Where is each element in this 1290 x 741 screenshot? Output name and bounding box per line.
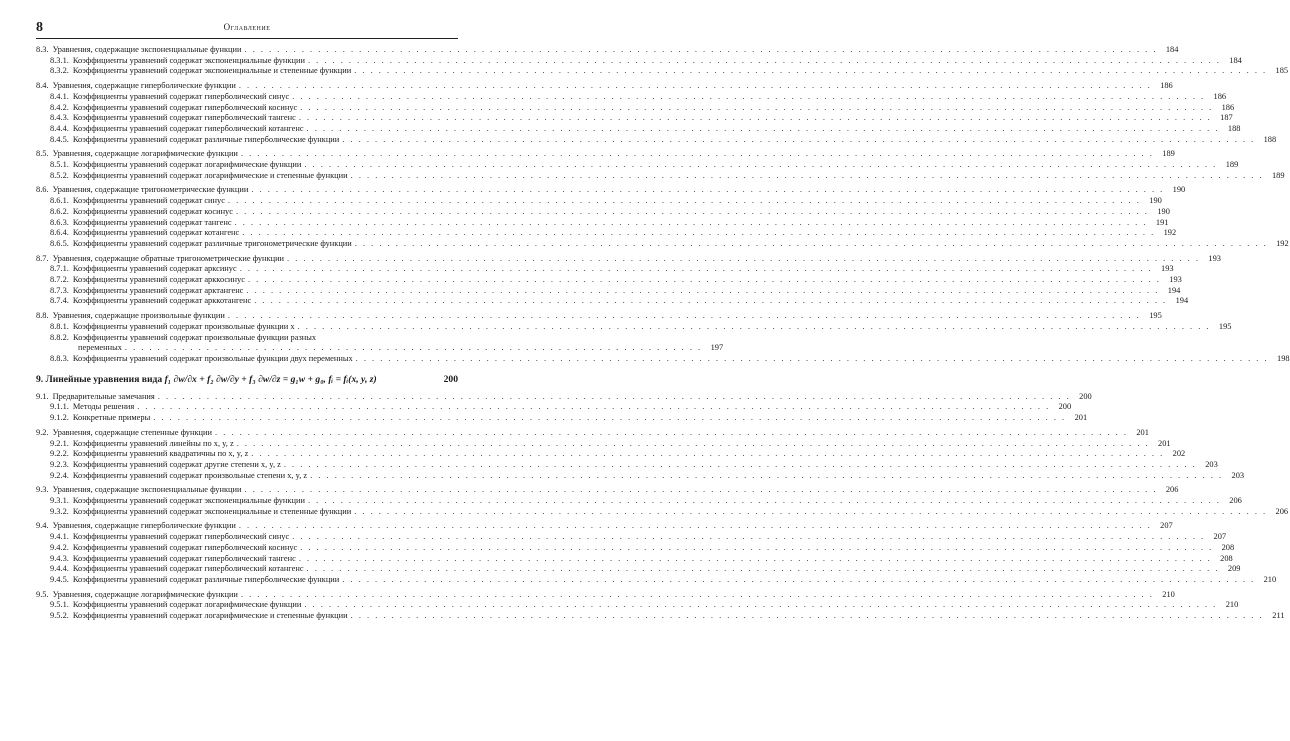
toc-entry-text: Коэффициенты уравнений содержат синус [72, 196, 225, 206]
toc-subsection-entry[interactable] [36, 238, 1289, 250]
toc-entry-text: Коэффициенты уравнений содержат произвольные функции x [72, 321, 295, 331]
toc-entry-number: 9.2.4. [50, 470, 69, 480]
leader-dots [239, 521, 1152, 532]
toc-entry-number: 8.5.2. [50, 170, 69, 180]
toc-section-entry[interactable] [36, 391, 1092, 403]
toc-entry-wrapped[interactable] [36, 332, 724, 354]
leader-dots [245, 45, 1158, 56]
toc-entry-text: Коэффициенты уравнений содержат экспоненциальные и степенные функции [72, 66, 352, 76]
toc-entry-text: Коэффициенты уравнений содержат экспоненциальные функции [72, 55, 305, 65]
toc-entry-number: 9.4.4. [50, 564, 69, 574]
toc-subsection-entry[interactable] [36, 134, 1277, 146]
toc-subsection-entry[interactable] [36, 228, 1177, 239]
leader-dots [307, 564, 1220, 575]
toc-entry-text: Коэффициенты уравнений содержат косинус [72, 206, 233, 216]
toc-entry-text: Коэффициенты уравнений содержат арккосинус [72, 275, 245, 285]
toc-entry-text: Коэффициенты уравнений содержат логарифмические функции [72, 160, 302, 170]
toc-entry-number: 8.8.2. [50, 332, 69, 342]
toc-entry-text: Коэффициенты уравнений содержат логарифмические и степенные функции [72, 170, 348, 180]
toc-entry-page: 200 [1079, 391, 1092, 401]
toc-entry-text: Коэффициенты уравнений содержат различные гиперболические функции [72, 574, 340, 584]
toc-entry-number: 8.7.3. [50, 285, 69, 295]
toc-entry-text: Коэффициенты уравнений содержат логарифмические функции [72, 600, 302, 610]
leader-dots [354, 66, 1267, 77]
toc-entry-page: 198 [1277, 353, 1290, 363]
leader-dots [235, 218, 1148, 229]
toc-entry-number: 8.4.3. [50, 113, 69, 123]
toc-entry-number: 8.3.1. [50, 55, 69, 65]
leader-dots [351, 171, 1264, 182]
toc-subsection-entry[interactable] [36, 206, 1170, 218]
toc-entry-number: 8.3.2. [50, 66, 69, 76]
toc-entry-text-continued: переменных [78, 343, 122, 353]
toc-entry-page: 203 [1205, 459, 1218, 469]
toc-entry-text: Коэффициенты уравнений содержат логарифмические и степенные функции [72, 611, 348, 621]
toc-entry-page: 192 [1163, 228, 1177, 238]
leader-dots [354, 507, 1267, 518]
toc-subsection-entry[interactable] [36, 553, 1233, 565]
leader-dots [251, 185, 1164, 196]
toc-subsection-entry[interactable] [36, 532, 1227, 543]
toc-entry-text: Коэффициенты уравнений содержат гиперболический тангенс [72, 113, 296, 123]
leader-dots [298, 322, 1211, 333]
toc-entry-page: 190 [1157, 206, 1170, 216]
toc-entry-page: 202 [1172, 449, 1186, 459]
toc-entry-number: 8.4. [36, 81, 49, 91]
leader-dots [287, 254, 1200, 265]
toc-entry-number: 9.2. [36, 427, 49, 437]
toc-subsection-entry[interactable] [36, 600, 1239, 611]
toc-entry-number: 9.5. [36, 589, 49, 599]
toc-entry-number: 8.4.5. [50, 134, 69, 144]
toc-entry-number: 8.6.5. [50, 238, 69, 248]
leader-dots [308, 56, 1221, 67]
leader-dots [284, 460, 1197, 471]
toc-subsection-entry[interactable] [36, 506, 1289, 518]
toc-entry-page: 186 [1221, 102, 1235, 112]
leader-dots [239, 81, 1152, 92]
chapter-title: 9. Линейные уравнения вида [36, 373, 163, 385]
toc-entry-number: 8.5.1. [50, 160, 69, 170]
toc-subsection-entry[interactable] [36, 459, 1218, 471]
toc-entry-page: 207 [1213, 532, 1227, 542]
toc-subsection-entry[interactable] [36, 66, 1289, 77]
toc-entry-text: Коэффициенты уравнений содержат другие степени x, y, z [72, 459, 281, 469]
toc-entry-text: Методы решения [72, 402, 135, 412]
toc-entry-number: 8.6. [36, 185, 49, 195]
toc-entry-text: Коэффициенты уравнений содержат гиперболический косинус [72, 102, 298, 112]
toc-entry-text: Коэффициенты уравнений содержат котангенс [72, 228, 240, 238]
toc-entry-number: 9.4.3. [50, 553, 69, 563]
toc-entry-page: 187 [1220, 113, 1233, 123]
toc-subsection-entry[interactable] [36, 123, 1241, 135]
toc-entry-text: Уравнения, содержащие произвольные функции [52, 311, 225, 321]
toc-entry-number: 8.7. [36, 253, 49, 263]
toc-entry-number: 8.3. [36, 45, 49, 54]
leader-dots [245, 485, 1158, 496]
leader-dots [299, 113, 1212, 124]
toc-entry-text: Уравнения, содержащие гиперболические функции [52, 81, 236, 91]
toc-entry-text: Уравнения, содержащие логарифмические функции [52, 149, 238, 159]
toc-entry-page: 195 [1149, 311, 1162, 321]
toc-entry-page: 184 [1165, 45, 1179, 54]
toc-entry-page: 210 [1225, 600, 1239, 610]
toc-entry-page: 210 [1263, 574, 1277, 584]
toc-subsection-entry[interactable] [36, 611, 1285, 622]
toc-subsection-entry[interactable] [36, 196, 1162, 207]
leader-dots [125, 343, 702, 354]
toc-entry-page: 188 [1227, 123, 1241, 133]
leader-dots [310, 471, 1223, 482]
toc-entry-page: 190 [1172, 185, 1186, 195]
toc-entry-text: Коэффициенты уравнений линейны по x, y, z [72, 438, 234, 448]
leader-dots [304, 160, 1217, 171]
toc-entry-text: Коэффициенты уравнений содержат различные гиперболические функции [72, 134, 340, 144]
toc-entry-number: 9.2.3. [50, 459, 69, 469]
leader-dots [240, 264, 1153, 275]
toc-entry-page: 193 [1161, 264, 1174, 274]
toc-subsection-entry[interactable] [36, 55, 1242, 67]
toc-entry-number: 9.5.2. [50, 611, 69, 621]
toc-entry-text: Коэффициенты уравнений содержат арккотангенс [72, 296, 252, 306]
toc-subsection-entry[interactable] [36, 217, 1169, 229]
table-of-contents [36, 45, 1290, 622]
toc-entry-text: Коэффициенты уравнений содержат арктангенс [72, 285, 244, 295]
leader-dots [241, 149, 1154, 160]
chapter-formula: f₁ ∂w/∂x + f₂ ∂w/∂y + f₃ ∂w/∂z = g₁w + g₀, fᵢ = fᵢ(x, y, z) [164, 373, 377, 385]
leader-dots [307, 124, 1220, 135]
toc-section-9 [36, 391, 1289, 622]
toc-entry-text: Коэффициенты уравнений содержат гиперболический тангенс [72, 553, 296, 563]
toc-entry-number: 8.4.2. [50, 102, 69, 112]
leader-dots [228, 311, 1141, 322]
toc-entry-text: Уравнения, содержащие экспоненциальные функции [52, 485, 242, 495]
toc-entry-text: Коэффициенты уравнений содержат различные тригонометрические функции [72, 238, 352, 248]
toc-entry-text: Коэффициенты уравнений содержат экспоненциальные и степенные функции [72, 506, 352, 516]
toc-subsection-entry[interactable] [36, 449, 1186, 460]
toc-entry-page: 184 [1229, 55, 1242, 65]
toc-section-entry[interactable] [36, 311, 1162, 322]
leader-dots [153, 413, 1066, 424]
toc-entry-page: 201 [1074, 413, 1088, 423]
toc-section-entry[interactable] [36, 521, 1173, 532]
toc-entry-page: 211 [1272, 611, 1285, 621]
toc-entry-page: 197 [710, 343, 724, 353]
leader-dots [237, 439, 1150, 450]
toc-entry-number: 8.4.4. [50, 123, 69, 133]
toc-entry-number: 8.8. [36, 311, 49, 321]
toc-entry-number: 8.6.1. [50, 196, 69, 206]
toc-subsection-entry[interactable] [36, 91, 1227, 103]
toc-entry-page: 208 [1221, 542, 1235, 552]
toc-entry-text: Уравнения, содержащие степенные функции [52, 427, 212, 437]
leader-dots [304, 600, 1217, 611]
chapter-page: 200 [443, 373, 458, 385]
toc-entry-page: 188 [1263, 134, 1277, 144]
page-header [36, 20, 458, 39]
leader-dots [242, 228, 1155, 239]
leader-dots [236, 207, 1149, 218]
toc-entry-number: 9.1.2. [50, 413, 69, 423]
toc-section-entry[interactable] [36, 589, 1175, 601]
toc-entry-number: 9.4.1. [50, 532, 69, 542]
toc-entry-text: Уравнения, содержащие логарифмические функции [52, 589, 238, 599]
leader-dots [292, 532, 1205, 543]
leader-dots [254, 296, 1167, 307]
toc-entry-page: 206 [1229, 496, 1242, 506]
toc-entry[interactable] [36, 353, 1290, 365]
toc-entry-number: 8.6.4. [50, 228, 69, 238]
toc-entry-page: 200 [1058, 402, 1072, 412]
toc-subsection-entry[interactable] [36, 496, 1242, 507]
toc-entry-page: 201 [1136, 427, 1149, 437]
toc-subsection-entry[interactable] [36, 574, 1277, 586]
toc-entry-page: 195 [1218, 321, 1232, 331]
toc-subsection-entry[interactable] [36, 413, 1088, 424]
toc-entry-number: 9.2.1. [50, 438, 69, 448]
leader-dots [355, 239, 1268, 250]
toc-entry-number: 9.5.1. [50, 600, 69, 610]
toc-entry-page: 194 [1167, 285, 1181, 295]
toc-subsection-entry[interactable] [36, 264, 1174, 275]
toc-entry-page: 186 [1213, 91, 1227, 101]
toc-entry-number: 9.3. [36, 485, 49, 495]
toc-entry-number: 8.6.3. [50, 217, 69, 227]
toc-entry-page: 193 [1169, 275, 1182, 285]
leader-dots [228, 196, 1141, 207]
toc-subsection-entry[interactable] [36, 285, 1181, 297]
page-number: 8 [36, 20, 43, 35]
toc-entry-number: 8.8.1. [50, 321, 69, 331]
toc-subsection-entry[interactable] [36, 160, 1239, 171]
toc-entry-number: 9.2.2. [50, 449, 69, 459]
leader-dots [351, 611, 1264, 622]
leader-dots [292, 92, 1205, 103]
toc-entry-number: 8.4.1. [50, 91, 69, 101]
toc-entry-page: 210 [1162, 589, 1175, 599]
toc-entry-number: 9.3.2. [50, 506, 69, 516]
toc-entry-page: 206 [1165, 485, 1179, 495]
toc-entry-page: 203 [1231, 470, 1245, 480]
toc-subsection-entry[interactable] [36, 542, 1235, 554]
toc-entry-text: Коэффициенты уравнений содержат гиперболический косинус [72, 542, 298, 552]
toc-entry-page: 186 [1160, 81, 1173, 91]
chapter-heading[interactable] [36, 374, 458, 386]
toc-section-entry[interactable] [36, 149, 1175, 160]
toc-entry-text: Коэффициенты уравнений содержат гиперболический котангенс [72, 564, 304, 574]
toc-section-entry[interactable] [36, 185, 1186, 196]
toc-section-entry[interactable] [36, 45, 1179, 56]
toc-subsection-entry[interactable] [36, 402, 1072, 413]
toc-subsection-entry[interactable] [36, 321, 1232, 333]
toc-entry-text: Коэффициенты уравнений содержат произвольные функции разных [73, 332, 317, 342]
toc-section-entry[interactable] [36, 427, 1149, 439]
toc-entry-page: 208 [1220, 553, 1233, 563]
toc-entry-text: Коэффициенты уравнений содержат экспоненциальные функции [72, 496, 305, 506]
toc-entry-page: 193 [1208, 253, 1221, 263]
toc-entry-text: Коэффициенты уравнений содержат гиперболический синус [72, 532, 290, 542]
toc-entry-text: Уравнения, содержащие экспоненциальные функции [52, 45, 242, 54]
toc-entry-text: Коэффициенты уравнений содержат тангенс [72, 217, 232, 227]
toc-entry-page: 201 [1158, 438, 1171, 448]
toc-subsection-entry[interactable] [36, 296, 1189, 307]
toc-entry-number: 9.4.5. [50, 574, 69, 584]
toc-entry-text: Коэффициенты уравнений содержат произвольные функции двух переменных [72, 353, 353, 363]
toc-subsection-entry[interactable] [36, 470, 1245, 482]
toc-entry-text: Коэффициенты уравнений содержат гиперболический синус [72, 91, 290, 101]
toc-entry-page: 192 [1276, 238, 1289, 248]
toc-entry-number: 9.1.1. [50, 402, 69, 412]
toc-entry-number: 9.4.2. [50, 542, 69, 552]
toc-section-8 [36, 45, 1289, 333]
toc-entry-number: 8.7.2. [50, 275, 69, 285]
toc-section-entry[interactable] [36, 81, 1173, 92]
running-title: Оглавление [223, 22, 271, 32]
leader-dots [158, 392, 1071, 403]
toc-entry-text: Уравнения, содержащие обратные тригонометрические функции [52, 253, 285, 263]
toc-entry-text: Коэффициенты уравнений содержат арксинус [72, 264, 237, 274]
toc-entry-text: Конкретные примеры [72, 413, 151, 423]
leader-dots [299, 554, 1212, 565]
leader-dots [356, 354, 1269, 365]
toc-section-entry[interactable] [36, 253, 1221, 265]
leader-dots [246, 286, 1159, 297]
leader-dots [300, 543, 1213, 554]
leader-dots [342, 135, 1255, 146]
toc-subsection-entry[interactable] [36, 102, 1235, 114]
toc-entry-page: 190 [1149, 196, 1162, 206]
toc-subsection-entry[interactable] [36, 113, 1233, 124]
toc-entry-number: 8.7.1. [50, 264, 69, 274]
toc-entry-page: 206 [1275, 506, 1289, 516]
toc-entry-text: Уравнения, содержащие тригонометрические функции [52, 185, 249, 195]
toc-entry-page: 194 [1175, 296, 1189, 306]
toc-entry-number: 9.1. [36, 391, 49, 401]
toc-entry-text: Коэффициенты уравнений квадратичны по x, y, z [72, 449, 249, 459]
toc-entry-page: 191 [1155, 217, 1169, 227]
toc-entry-number: 8.5. [36, 149, 49, 159]
toc-entry-number: 9.4. [36, 521, 49, 531]
toc-entry-number: 8.7.4. [50, 296, 69, 306]
toc-subsection-entry[interactable] [36, 438, 1171, 450]
leader-dots [248, 275, 1161, 286]
toc-subsection-entry[interactable] [36, 564, 1241, 575]
toc-entry-page: 189 [1271, 170, 1285, 180]
toc-subsection-entry[interactable] [36, 275, 1182, 286]
toc-entry-number: 8.6.2. [50, 206, 69, 216]
toc-entry-number: 8.8.3. [50, 353, 69, 363]
toc-entry-text: Коэффициенты уравнений содержат произвольные степени x, y, z [72, 470, 308, 480]
toc-entry-page: 209 [1227, 564, 1241, 574]
toc-entry-text: Уравнения, содержащие гиперболические функции [52, 521, 236, 531]
toc-subsection-entry[interactable] [36, 170, 1285, 182]
leader-dots [308, 496, 1221, 507]
toc-entry-page: 189 [1162, 149, 1175, 159]
leader-dots [342, 575, 1255, 586]
leader-dots [300, 103, 1213, 114]
leader-dots [241, 590, 1154, 601]
leader-dots [251, 449, 1164, 460]
toc-section-entry[interactable] [36, 485, 1179, 496]
toc-entry-text: Предварительные замечания [52, 391, 155, 401]
toc-entry-text: Коэффициенты уравнений содержат гиперболический котангенс [72, 123, 304, 133]
toc-entry-number: 9.3.1. [50, 496, 69, 506]
leader-dots [215, 428, 1128, 439]
toc-entry-page: 189 [1225, 160, 1239, 170]
toc-entry-page: 207 [1160, 521, 1173, 531]
toc-entry-page: 185 [1275, 66, 1289, 76]
leader-dots [137, 402, 1050, 413]
